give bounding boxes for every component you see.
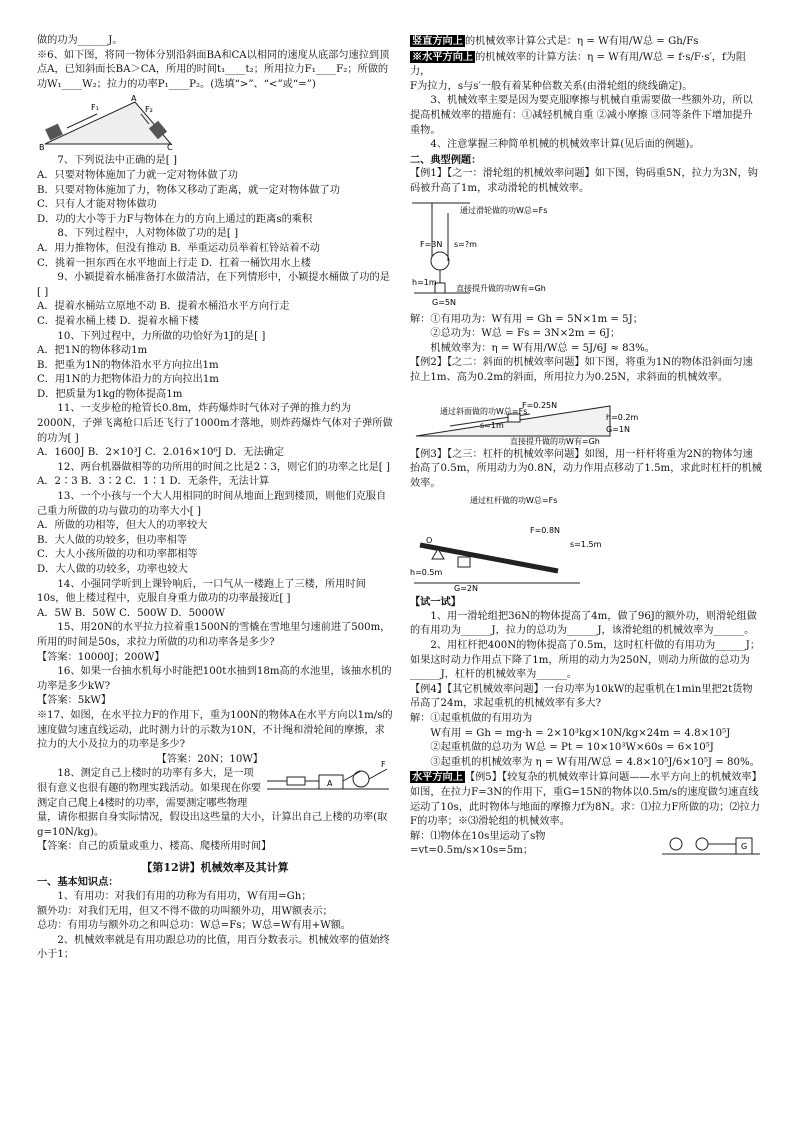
left-paragraph: 10、下列过程中，力所做的功恰好为1J的是[ ] [57,330,266,342]
left-paragraph: 一、基本知识点： [37,876,119,889]
label-h: h=1m [412,277,437,287]
left-paragraph: A．提着水桶站立原地不动 B．提着水桶沿水平方向行走 [37,301,290,313]
label-h: h=0.5m [410,568,443,578]
rope-f [369,769,387,779]
left-paragraph: 【第12讲】机械效率及其计算 [141,860,289,874]
left-paragraph: A．5W B．50W C．500W D．5000W [37,607,225,619]
right-paragraph [410,770,762,829]
incline2-figure [410,388,639,446]
right-paragraph: ②总功为：W总 = Fs = 3N×2m = 6J； [430,328,621,340]
label-g: G=5N [432,297,456,307]
left-paragraph: A．用力推物体，但没有推动 B．举重运动员举着杠铃站着不动 [37,242,320,254]
label-g: G=2N [454,584,478,594]
left-paragraph: A．2∶3 B．3∶2 C．1∶1 D．无条件，无法计算 [37,476,270,488]
right-column [410,34,762,860]
left-paragraph: 总功：有用功与额外功之和叫总功：W总=Fs；W总=W有用+W额。 [37,920,352,932]
spring-scale [287,777,305,785]
left-paragraph: 1、有用功：对我们有用的功称为有用功，W有用=Gh； [57,891,312,903]
pulley-2 [696,838,708,850]
right-paragraph: ②起重机做的总功为 W总 = Pt = 10×10³W×60s = 6×10⁵J [430,742,714,754]
label-g: G [741,841,748,851]
paragraph-text: 【例5】【较复杂的机械效率计算问题——水平方向上的机械效率】如图，在拉力F=3N的作用下，重G=15N的物体以0.5m/s的速度做匀速直线运动了10s，此时物体与地面的摩擦力f为8N。求：⑴拉力F所做的功；⑵拉力F的功率；※⑶滑轮组的机械效率。 [410,772,762,828]
left-paragraph: ※17、如图，在水平拉力F的作用下，重为100N的物体A在水平方向以1m/s的速度做匀速直线运动，此时测力计的示数为10N，不计绳和滑轮间的摩擦，求拉力的大小及拉力的功率是多少? [37,709,393,751]
right-paragraph [410,50,762,80]
right-paragraph: 【例2】【之二：斜面的机械效率问题】如下图，将重为1N的物体沿斜面匀速拉上1m、高为0.2m的斜面，所用拉力为0.25N，求斜面的机械效率。 [410,357,753,383]
left-paragraph: C．挑着一担东西在水平地面上行走 D．扛着一桶饮用水上楼 [37,257,311,269]
label-b: B [39,143,45,153]
left-paragraph: 做的功为______J。 [37,35,123,46]
right-paragraph: 【例4】【其它机械效率问题】一台功率为10kW的起重机在1min里把2t货物吊高了24m，求起重机的机械效率有多大? [410,683,753,710]
right-paragraph: F为拉力，s与s′一般有着某种倍数关系(由滑轮组的绕线确定)。 [410,80,693,92]
label-w-total: 通过滑轮做的功W总=Fs [460,205,548,215]
label-w-use: 直接提升做的功W有=Gh [456,283,546,293]
right-paragraph: 解：⑴物体在10s里运动了s物=vt=0.5m/s×10s=5m； [410,830,546,857]
left-paragraph: 【答案：自己的质量或重力、楼高、爬楼所用时间】 [37,841,272,853]
right-paragraph: 机械效率为：η = W有用/W总 = 5J/6J ≈ 83%。 [430,342,655,354]
right-paragraph: 2、用杠杆把400N的物体提高了0.5m，这时杠杆做的有用功为______J；如果这时动力作用点下降了1m，所用的动力为250N，则动力所做的总功为______J，杠杆的机械效率为______。 [410,640,761,681]
label-f: F [381,759,386,769]
incline-figure [37,94,177,152]
left-paragraph: C．大人小孩所做的功和功率都相等 [37,549,198,561]
left-paragraph: A．把1N的物体移动1m [37,345,148,357]
left-paragraph: 13、一个小孩与一个大人用相同的时间从地面上跑到楼顶，则他们克服自己重力所做的功与做功的功率大小[ ] [37,491,387,517]
left-paragraph: 16、如果一台抽水机每小时能把100t水抽到18m高的水池里，该抽水机的功率是多少kW? [37,666,392,692]
pulley1-figure [410,199,610,311]
left-paragraph: D．把质量为1kg的物体提高1m [37,388,183,400]
left-paragraph: 额外功：对我们无用，但又不得不做的功叫额外功，用W额表示； [37,905,333,917]
left-paragraph: 12、两台机器做相等的功所用的时间之比是2∶3，则它们的功率之比是[ ] [57,461,390,473]
left-paragraph: B．只要对物体施加了力，物体又移动了距离，就一定对物体做了功 [37,184,340,196]
right-paragraph: 【例3】【之三：杠杆的机械效率问题】如图，用一杆杆将重为2N的物体匀速抬高了0.5m，所用动力为0.8N，动力作用点移动了1.5m，求此时杠杆的机械效率。 [410,448,762,489]
label-f: F=0.8N [530,526,561,536]
label-s: s=?m [454,239,477,249]
left-paragraph: 7、下列说法中正确的是[ ] [57,155,177,167]
right-paragraph: 1、用一滑轮组把36N的物体提高了4m，做了96J的额外功，则滑轮组做的有用功为______J，拉力的总功为______J，该滑轮组的机械效率为______。 [410,610,757,637]
right-paragraph: ③起重机的机械效率为 η = W有用/W总 = 4.8×10⁵J/6×10⁵J = 80%。 [430,756,760,768]
left-paragraph: 15、用20N的水平拉力拉着重1500N的雪橇在雪地里匀速前进了500m，所用的时间是50s，求拉力所做的功和功率各是多少? [37,622,391,648]
left-paragraph: 18、测定自己上楼时的功率有多大，是一项很有意义也很有趣的物理实践活动。如果现在你要测定自己爬上4楼时的功率，需要测定哪些物理量，请你根据自身实际情况，假设出这些量的大小，计算出自己上楼的功率(取g=10N/kg)。 [37,768,388,838]
lever-figure [410,493,630,593]
right-paragraph: 4、注意掌握三种简单机械的机械效率计算(见后面的例题)。 [430,139,700,151]
left-paragraph: 【答案：10000J；200W】 [37,651,165,663]
label-h: h=0.2m [606,412,639,422]
paragraph-text: 的机械效率的计算方法：η = W有用/W总 = f·s/F·s′，f为阻力， [410,51,747,78]
left-paragraph: A．所做的功相等，但大人的功率较大 [37,520,208,532]
label-o: O [426,536,433,546]
weight [458,557,470,567]
left-paragraph: ※6、如下图，将同一物体分别沿斜面BA和CA以相同的速度从底部匀速拉到顶点A，已知斜面长BA＞CA，所用的时间t₁____t₂；所用拉力F₁____F₂；所做的功W₁____W₂；拉力的功率P₁____P₂。(选填“>”、“<”或“=”) [37,49,390,90]
left-column [37,34,393,963]
left-paragraph: 【答案：20N；10W】 [156,753,263,765]
label-s: s=1m [480,420,504,430]
pulley-1 [670,838,682,850]
pulley-a-figure [263,755,393,795]
left-paragraph: B．大人做的功较多，但功率相等 [37,534,188,546]
highlight-label: 竖直方向上 [412,35,463,47]
pulley-wheel [353,771,369,787]
label-f2: F₂ [145,105,153,115]
left-paragraph: 【答案：5kW】 [37,695,112,707]
horizontal-pulley-figure [662,832,762,858]
label-a: A [327,778,333,788]
left-paragraph: 14、小强同学听到上课铃响后，一口气从一楼跑上了三楼，所用时间10s，他上楼过程中，克服自身重力做功的功率最接近[ ] [37,578,366,605]
left-paragraph: C．提着水桶上楼 D．提着水桶下楼 [37,315,199,327]
left-paragraph: C．只有人才能对物体做功 [37,199,157,211]
left-paragraph: 8、下列过程中，人对物体做了功的是[ ] [57,228,239,240]
left-paragraph: D．功的大小等于力F与物体在力的方向上通过的距离s的乘积 [37,213,313,225]
label-s: s=1.5m [570,540,602,550]
left-paragraph: 11、一支步枪的枪管长0.8m，炸药爆炸时气体对子弹的推力约为2000N，子弹飞离枪口后还飞行了1000m才落地，则炸药爆炸气体对子弹所做的功为[ ] [37,403,393,444]
left-paragraph: B．把重为1N的物体沿水平方向拉出1m [37,359,219,371]
highlight-label: 水平方向上 [412,771,463,784]
left-paragraph: 2、机械效率就是有用功跟总功的比值，用百分数表示。机械效率的值始终小于1； [37,934,390,961]
left-paragraph: D．大人做的功较多，功率也较大 [37,564,188,575]
left-paragraph: A．只要对物体施加了力就一定对物体做了功 [37,169,238,181]
paragraph-text: 的机械效率计算公式是：η = W有用/W总 = Gh/Fs [464,36,699,47]
label-f1: F₁ [91,103,99,113]
label-g: G=1N [606,424,630,434]
right-paragraph: 【例1】【之一：滑轮组的机械效率问题】如下图，钩码重5N，拉力为3N，钩码被升高了1m，求动滑轮的机械效率。 [410,168,758,194]
label-c: C [167,143,173,153]
label-f: F=0.25N [522,400,558,410]
right-paragraph: 解：①起重机做的有用功为 [410,713,533,725]
left-paragraph: A．1600J B．2×10³J C．2.016×10⁶J D．无法确定 [37,447,285,459]
label-a: A [131,94,137,104]
label-w-total: 通过斜面做的功W总=Fs [440,406,528,416]
right-paragraph: 【试一试】 [410,596,461,609]
label-w-use: 直接提升做的功W有=Gh [510,436,600,446]
right-paragraph: 解：①有用功为：W有用 = Gh = 5N×1m = 5J； [410,313,643,325]
right-paragraph: W有用 = Gh = mg·h = 2×10³kg×10N/kg×24m = 4.8×10⁵J [430,727,731,739]
right-paragraph: 二、典型例题： [410,153,482,166]
label-w-total: 通过杠杆做的功W总=Fs [470,496,558,506]
left-paragraph: C．用1N的力把物体沿力的方向拉出1m [37,374,219,386]
left-paragraph: 9、小颖提着水桶准备打水做清洁，在下列情形中，小颖提水桶做了功的是[ ] [37,272,390,298]
right-paragraph [410,34,762,50]
right-paragraph: 3、机械效率主要是因为要克服摩擦与机械自重需要做一些额外功，所以提高机械效率的措施有：①减轻机械自重 ②减小摩擦 ③同等条件下增加提升重物。 [410,95,753,136]
highlight-label: ※水平方向上 [412,50,474,63]
label-f: F=3N [420,239,443,249]
movable-pulley [431,252,449,270]
